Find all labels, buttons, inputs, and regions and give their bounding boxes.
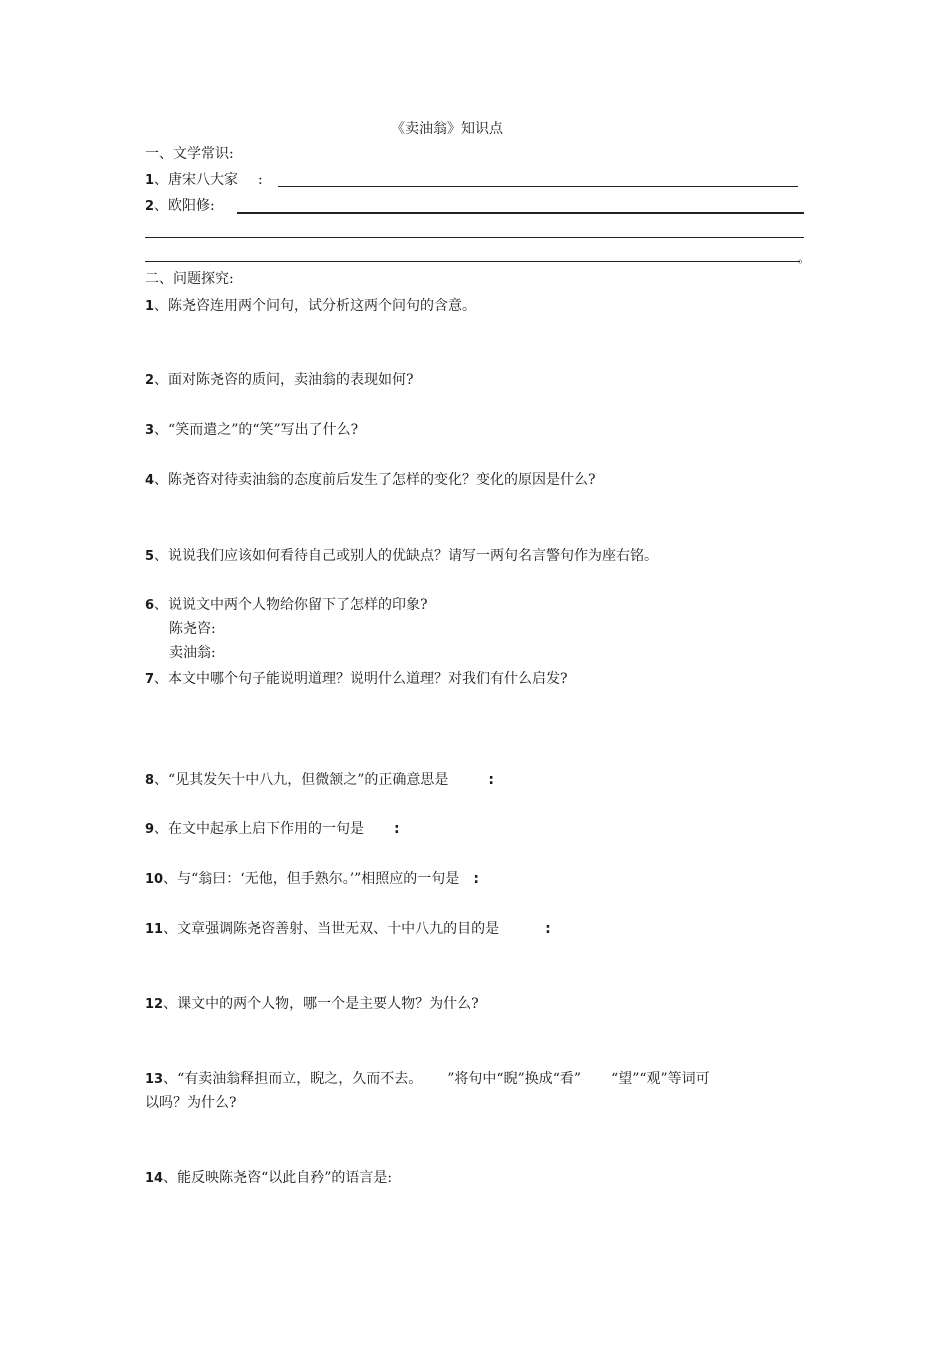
question-9-number: 9 — [145, 822, 155, 837]
question-3-number: 3 — [145, 423, 155, 438]
question-10 — [145, 871, 479, 888]
question-10-text: 、与“翁曰：‘无他，但手熟尔。’”相照应的一句是 — [163, 871, 460, 887]
question-1-number: 1 — [145, 299, 155, 314]
question-13-number: 13 — [145, 1072, 164, 1087]
question-11-text: 、文章强调陈尧咨善射、当世无双、十中八九的目的是 — [163, 921, 500, 937]
question-1 — [145, 298, 476, 315]
question-9-colon: : — [394, 821, 400, 837]
section1-heading: 一、文学常识: — [145, 146, 234, 162]
question-7-text: 、本文中哪个句子能说明道理？说明什么道理？对我们有什么启发? — [154, 671, 568, 687]
question-5 — [145, 548, 658, 565]
page-title: 《卖油翁》知识点 — [391, 121, 503, 137]
question-7-number: 7 — [145, 672, 155, 687]
question-6-text: 、说说文中两个人物给你留下了怎样的印象? — [154, 597, 428, 613]
question-6-number: 6 — [145, 598, 155, 613]
item-2-answer-line-3[interactable] — [145, 261, 800, 262]
question-11 — [145, 921, 551, 938]
question-13-text-a: 、“有卖油翁释担而立，睨之，久而不去。 — [163, 1071, 416, 1087]
question-13-text-c: “望”“观”等词可 — [611, 1071, 710, 1087]
question-6-sub-weng: 卖油翁: — [169, 645, 216, 661]
question-12 — [145, 996, 479, 1013]
question-6 — [145, 597, 428, 614]
item-2-answer-line-1[interactable] — [237, 212, 804, 214]
question-4-text: 、陈尧咨对待卖油翁的态度前后发生了怎样的变化？变化的原因是什么? — [154, 472, 596, 488]
question-8-colon: : — [488, 772, 494, 788]
item-2-number: 2 — [145, 199, 155, 214]
question-11-number: 11 — [145, 922, 164, 937]
question-9 — [145, 821, 400, 838]
question-12-number: 12 — [145, 997, 164, 1012]
question-14-number: 14 — [145, 1171, 164, 1186]
question-13-continued: 以吗？为什么? — [145, 1095, 237, 1111]
question-11-colon: : — [545, 921, 551, 937]
question-6-sub-chen: 陈尧咨: — [169, 621, 216, 637]
question-8 — [145, 772, 494, 789]
question-2-number: 2 — [145, 373, 155, 388]
item-2-end-mark: 。 — [798, 251, 811, 265]
section2-heading: 二、问题探究: — [145, 271, 234, 287]
question-8-text: 、“见其发矢十中八九，但微颔之”的正确意思是 — [154, 772, 449, 788]
item-1-answer-line[interactable] — [278, 186, 798, 187]
item-2 — [145, 198, 215, 215]
question-13 — [145, 1071, 710, 1088]
question-14 — [145, 1170, 392, 1187]
item-1-label: 、唐宋八大家 — [154, 172, 239, 188]
item-2-answer-line-2[interactable] — [145, 237, 804, 238]
question-9-text: 、在文中起承上启下作用的一句是 — [154, 821, 365, 837]
question-2-text: 、面对陈尧咨的质问，卖油翁的表现如何? — [154, 372, 414, 388]
question-3-text: 、“笑而遣之”的“笑”写出了什么? — [154, 422, 359, 438]
question-3 — [145, 422, 358, 439]
question-5-text: 、说说我们应该如何看待自己或别人的优缺点？请写一两句名言警句作为座右铭。 — [154, 548, 659, 564]
question-2 — [145, 372, 414, 389]
question-7 — [145, 671, 568, 688]
item-2-label: 、欧阳修: — [154, 198, 215, 214]
item-1-number: 1 — [145, 173, 155, 188]
question-8-number: 8 — [145, 773, 155, 788]
question-10-colon: : — [473, 871, 479, 887]
question-13-text-b: ”将句中“睨”换成“看” — [447, 1071, 582, 1087]
question-4-number: 4 — [145, 473, 155, 488]
question-14-text: 、能反映陈尧咨“以此自矜”的语言是: — [163, 1170, 393, 1186]
question-5-number: 5 — [145, 549, 155, 564]
item-1-colon: : — [258, 172, 263, 188]
question-1-text: 、陈尧咨连用两个问句，试分析这两个问句的含意。 — [154, 298, 477, 314]
question-4 — [145, 472, 596, 489]
item-1 — [145, 172, 263, 189]
question-10-number: 10 — [145, 872, 164, 887]
question-12-text: 、课文中的两个人物，哪一个是主要人物？为什么? — [163, 996, 479, 1012]
